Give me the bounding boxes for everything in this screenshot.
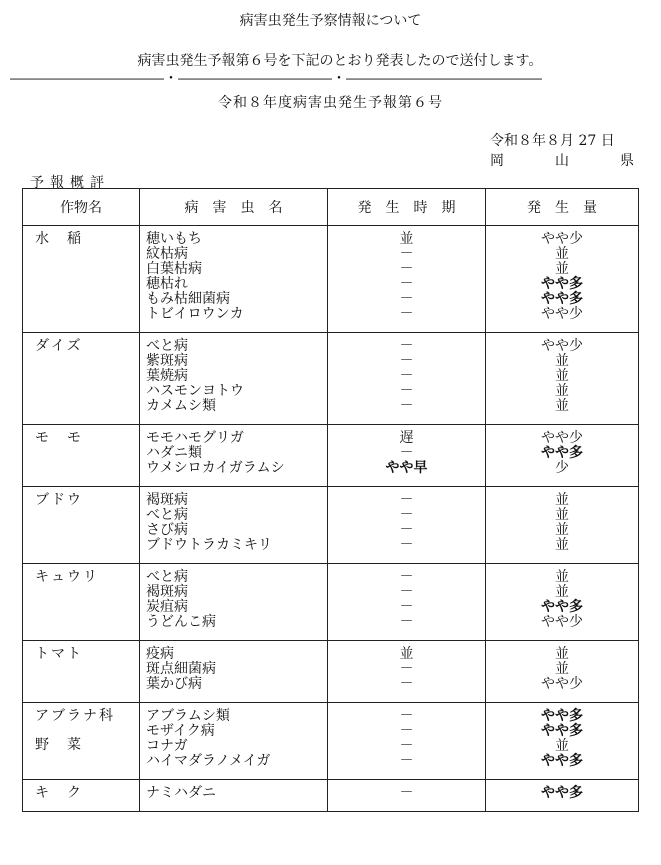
table-row <box>23 425 639 487</box>
timing-value: － <box>399 306 414 322</box>
table-row <box>23 780 639 812</box>
timing-value: － <box>399 383 414 399</box>
timing-value: － <box>399 723 414 739</box>
pest-name: べと病 <box>146 569 188 585</box>
amount-value: やや少 <box>541 306 583 322</box>
divider-rule: ―――――――――――・―――――――――――・―――――――――――――― <box>10 71 542 87</box>
timing-value: 並 <box>399 646 414 662</box>
amount-value: 並 <box>555 353 569 369</box>
pest-name: アブラムシ類 <box>146 708 230 724</box>
crop-name <box>23 333 140 425</box>
amount-value: やや少 <box>541 231 583 247</box>
crop-name-line: 水 稲 <box>35 231 83 247</box>
crop-name <box>23 564 140 641</box>
crop-name-line: アブラナ科 <box>35 708 115 724</box>
issuer-char: 岡 <box>490 153 504 169</box>
intro-text: 病害虫発生予報第６号を下記のとおり発表したので送付します。 <box>137 53 543 69</box>
pest-name: ハイマダラノメイガ <box>146 753 271 769</box>
pest-name: ハスモンヨトウ <box>146 383 244 399</box>
pest-list <box>140 487 328 564</box>
header-timing: 発 生 時 期 <box>328 189 486 226</box>
amount-value: 並 <box>555 569 569 585</box>
crop-name-line: 野 菜 <box>35 737 83 753</box>
crop-name-line: モ モ <box>35 430 83 446</box>
amount-value: やや多 <box>541 599 583 615</box>
amount-value: 並 <box>555 368 569 384</box>
table-row <box>23 333 639 425</box>
table-row <box>23 564 639 641</box>
forecast-table <box>22 188 639 812</box>
amount-value: 並 <box>555 383 569 399</box>
pest-name: うどんこ病 <box>146 614 216 630</box>
table-row <box>23 487 639 564</box>
timing-list <box>328 641 486 703</box>
issue-date: 令和８年８月 27 日 <box>490 133 615 149</box>
timing-list <box>328 487 486 564</box>
timing-value: － <box>399 398 414 414</box>
table-row <box>23 703 639 780</box>
timing-value: － <box>399 599 414 615</box>
crop-name-line: キュウリ <box>35 569 99 585</box>
timing-value: － <box>399 338 414 354</box>
header-amount: 発 生 量 <box>486 189 639 226</box>
pest-list <box>140 425 328 487</box>
timing-value: － <box>399 676 414 692</box>
pest-name: べと病 <box>146 507 188 523</box>
pest-list <box>140 226 328 333</box>
timing-value: － <box>399 753 414 769</box>
amount-value: やや多 <box>541 276 583 292</box>
crop-name-line: ブドウ <box>35 492 83 508</box>
amount-value: 並 <box>555 246 569 262</box>
amount-value: やや少 <box>541 338 583 354</box>
pest-name: 紫斑病 <box>146 353 188 369</box>
header-pest: 病 害 虫 名 <box>140 189 328 226</box>
pest-name: ブドウトラカミキリ <box>146 537 272 553</box>
timing-value: － <box>399 261 414 277</box>
pest-name: 葉焼病 <box>146 368 188 384</box>
timing-value: － <box>399 507 414 523</box>
timing-value: － <box>399 276 414 292</box>
pest-name: 褐斑病 <box>146 492 188 508</box>
amount-value: 並 <box>555 261 569 277</box>
pest-name: モザイク病 <box>146 723 215 739</box>
timing-value: － <box>399 614 414 630</box>
timing-list <box>328 780 486 812</box>
crop-name <box>23 780 140 812</box>
timing-value: 並 <box>399 231 414 247</box>
crop-name <box>23 487 140 564</box>
timing-value: － <box>399 246 414 262</box>
amount-list <box>486 703 639 780</box>
pest-list <box>140 780 328 812</box>
pest-name: カメムシ類 <box>146 398 216 414</box>
pest-name: べと病 <box>146 338 188 354</box>
amount-value: 並 <box>555 537 569 553</box>
amount-value: やや少 <box>541 430 583 446</box>
pest-name: 炭疽病 <box>146 599 188 615</box>
timing-value: － <box>399 584 414 600</box>
pest-name: トビイロウンカ <box>146 306 244 322</box>
timing-value: － <box>399 368 414 384</box>
issuer <box>490 150 634 170</box>
amount-value: 並 <box>555 646 569 662</box>
crop-name <box>23 641 140 703</box>
crop-name-line: トマト <box>35 646 83 662</box>
pest-name: モモハモグリガ <box>146 430 244 446</box>
amount-list <box>486 641 639 703</box>
amount-value: やや多 <box>541 708 583 724</box>
timing-value: － <box>399 708 414 724</box>
timing-list <box>328 564 486 641</box>
timing-value: － <box>399 353 414 369</box>
pest-list <box>140 703 328 780</box>
timing-value: － <box>399 492 414 508</box>
summary-label: 予報概評 <box>30 175 110 191</box>
pest-list <box>140 333 328 425</box>
amount-value: 並 <box>555 507 569 523</box>
amount-value: やや多 <box>541 445 583 461</box>
amount-value: 並 <box>555 398 569 414</box>
table-header-row <box>23 189 639 226</box>
timing-value: － <box>399 661 414 677</box>
forecast-title: 令和８年度病害虫発生予報第６号 <box>218 95 443 111</box>
pest-name: もみ枯細菌病 <box>146 291 230 307</box>
amount-list <box>486 425 639 487</box>
pest-name: さび病 <box>146 522 188 538</box>
crop-name <box>23 703 140 780</box>
pest-list <box>140 641 328 703</box>
pest-name: 葉かび病 <box>146 676 202 692</box>
pest-name: 穂いもち <box>146 231 202 247</box>
pest-name: ウメシロカイガラムシ <box>146 460 285 476</box>
amount-value: やや少 <box>541 676 583 692</box>
timing-value: － <box>399 738 414 754</box>
amount-list <box>486 226 639 333</box>
pest-name: 白葉枯病 <box>146 261 202 277</box>
crop-name-line: ダイズ <box>35 338 83 354</box>
amount-list <box>486 780 639 812</box>
document-title: 病害虫発生予察情報について <box>239 13 422 29</box>
amount-value: やや多 <box>541 723 583 739</box>
amount-value: 並 <box>555 738 569 754</box>
timing-value: － <box>399 569 414 585</box>
amount-list <box>486 564 639 641</box>
pest-name: 疫病 <box>146 646 174 662</box>
timing-value: － <box>399 291 414 307</box>
issuer-char: 県 <box>620 153 634 169</box>
amount-value: 並 <box>555 492 569 508</box>
amount-list <box>486 333 639 425</box>
pest-name: コナガ <box>146 738 188 754</box>
amount-value: やや多 <box>541 753 583 769</box>
issuer-char: 山 <box>555 153 569 169</box>
amount-value: やや少 <box>541 614 583 630</box>
crop-name <box>23 226 140 333</box>
timing-list <box>328 425 486 487</box>
pest-name: 斑点細菌病 <box>146 661 216 677</box>
crop-name <box>23 425 140 487</box>
table-row <box>23 226 639 333</box>
timing-list <box>328 703 486 780</box>
timing-list <box>328 226 486 333</box>
timing-value: － <box>399 785 414 801</box>
header-crop: 作物名 <box>23 189 140 226</box>
timing-value: やや早 <box>385 460 428 476</box>
timing-value: － <box>399 522 414 538</box>
pest-name: ナミハダニ <box>146 785 216 801</box>
amount-value: 並 <box>555 522 569 538</box>
crop-name-line: キ ク <box>35 785 83 801</box>
pest-name: 紋枯病 <box>146 246 188 262</box>
timing-value: － <box>399 445 414 461</box>
timing-value: 遅 <box>399 430 414 446</box>
timing-list <box>328 333 486 425</box>
pest-list <box>140 564 328 641</box>
timing-value: － <box>399 537 414 553</box>
amount-value: 少 <box>555 460 569 476</box>
amount-value: 並 <box>555 584 569 600</box>
amount-value: 並 <box>555 661 569 677</box>
amount-list <box>486 487 639 564</box>
pest-name: ハダニ類 <box>146 445 202 461</box>
table-row <box>23 641 639 703</box>
pest-name: 褐斑病 <box>146 584 188 600</box>
pest-name: 穂枯れ <box>146 276 188 292</box>
amount-value: やや多 <box>541 291 583 307</box>
amount-value: やや多 <box>541 785 583 801</box>
